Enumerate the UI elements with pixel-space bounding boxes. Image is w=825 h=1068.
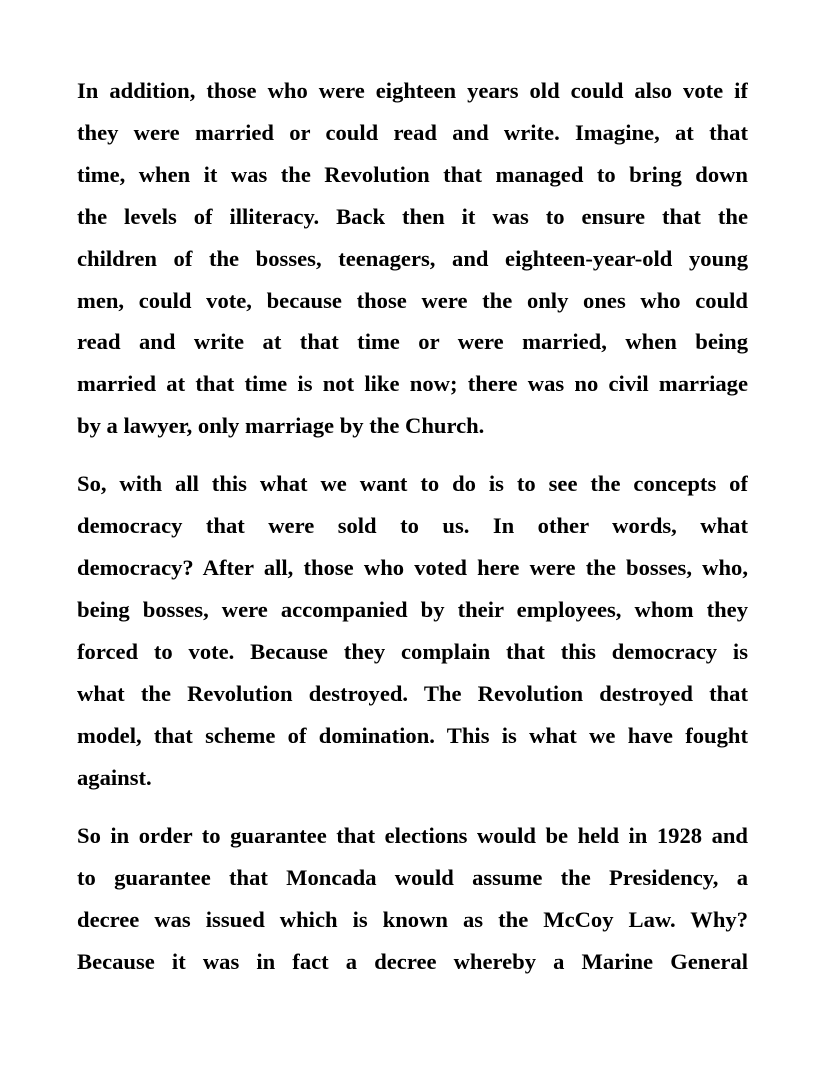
text-line: decree was issued which is known as the McCoy Law. Why?: [77, 906, 748, 932]
text-line: being bosses, were accompanied by their employees, whom they: [77, 597, 748, 623]
text-line: married at that time is not like now; there was no civil marriage: [77, 371, 748, 397]
text-line: to guarantee that Moncada would assume the Presidency, a: [77, 864, 748, 890]
text-line: they were married or could read and write. Imagine, at that: [77, 119, 748, 145]
text-line: by a lawyer, only marriage by the Church.: [77, 413, 485, 439]
text-line: In addition, those who were eighteen years old could also vote if: [77, 78, 748, 103]
text-line: So in order to guarantee that elections would be held in 1928 and: [77, 822, 748, 848]
paragraph-3: [77, 815, 748, 983]
paragraph-1: [77, 70, 748, 447]
text-line: against.: [77, 764, 152, 790]
document-page: [77, 70, 748, 999]
text-line: forced to vote. Because they complain that this democracy is: [77, 638, 748, 664]
text-line: model, that scheme of domination. This is what we have fought: [77, 722, 748, 748]
text-line: Because it was in fact a decree whereby a Marine General: [77, 948, 748, 974]
text-line: democracy? After all, those who voted here were the bosses, who,: [77, 555, 748, 581]
text-line: the levels of illiteracy. Back then it was to ensure that the: [77, 203, 748, 229]
text-line: So, with all this what we want to do is to see the concepts of: [77, 471, 748, 497]
text-line: read and write at that time or were married, when being: [77, 329, 748, 355]
text-line: time, when it was the Revolution that managed to bring down: [77, 161, 748, 187]
text-line: democracy that were sold to us. In other words, what: [77, 513, 748, 539]
text-line: men, could vote, because those were the only ones who could: [77, 287, 748, 313]
text-line: children of the bosses, teenagers, and eighteen-year-old young: [77, 245, 748, 271]
text-line: what the Revolution destroyed. The Revolution destroyed that: [77, 680, 748, 706]
paragraph-2: [77, 463, 748, 798]
